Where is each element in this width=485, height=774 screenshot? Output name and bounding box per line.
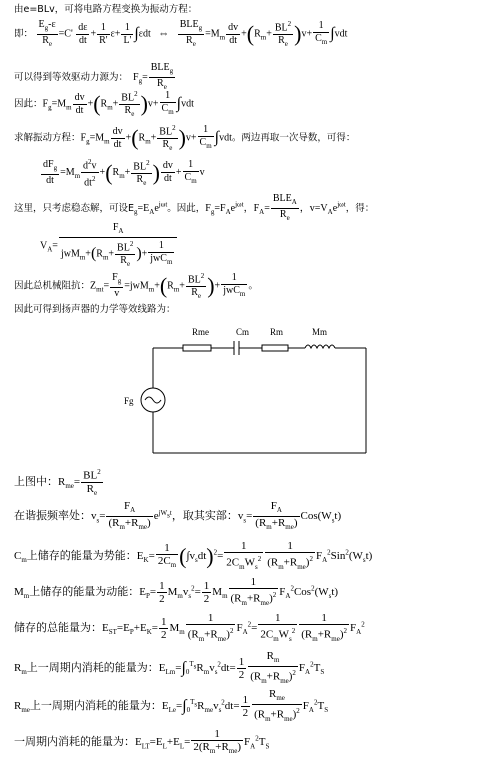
label-cm: Cm [236, 327, 250, 337]
circuit-intro: 因此可得到扬声器的力学等效线路为： [14, 304, 176, 315]
rme-definition: 上图中：$R_{me}=$ $\frac{BL^2}{R_e}$ [14, 468, 101, 497]
energy-loss-total: 一周期内消耗的能量为：$E_{LT}=E_L+E_L=$ $\frac{1}{2(R_m+R_{me})}$ $F_A^2T_S$ [14, 728, 270, 756]
resonance-velocity: 在谐振频率处：$v_s=$ $\frac{F_A}{(R_m+R_{me})}$ $e^{jW_st}$，取其实部：$v_s=$ $\frac{F_A}{(R_m+R_{me})}$ $Cos(W_st)$ [14, 500, 342, 532]
kinetic-energy: $M_m$上储存的能量为动能：$E_P=$ $\frac{1}{2}$ $M_mv_s^2=$ $\frac{1}{2}$ $M_m$ $\frac{1}{(R_m+R_{me})^2}$ $F_A^2Cos^2(W_st)$ [14, 576, 339, 607]
inductor-mm [305, 345, 335, 348]
label-fg: Fg [124, 396, 134, 406]
label-mm: Mm [312, 327, 328, 337]
label-rme: Rme [192, 327, 209, 337]
intro-text: 由e=BLv，可将电路方程变换为振动方程： [14, 4, 198, 15]
energy-loss-rme: $R_{me}$上一周期内消耗的能量为：$E_{Le}=\int_0^{T_s}R_{me}v_s^2dt=$ $\frac{1}{2}$ $\frac{R_{me}}{(R_m+R_{me})^2}$ $F_A^2T_S$ [14, 688, 329, 724]
steady-state: 这里，只考虑稳态解，可设$E_g=E_Ae^{j\omega t}$。因此，$F_g=F_Ae^{j\omega t}$，$F_A=$ $\frac{BLE_A}{R_e}$ ，$v=V_Ae^{j\omega t}$，得： [14, 193, 375, 222]
solve-equation: 求解振动方程：$F_g=M_m$ $\frac{dv}{dt}$ $+(R_m+$ $\frac{BL^2}{R_e}$ )v+ $\frac{1}{C_m}$ ∫vdt。两边再取一次导数，可得： [14, 124, 356, 153]
resistor-rme [183, 345, 211, 351]
potential-energy: $C_m$上储存的能量为势能：$E_K=$ $\frac{1}{2C_m}$ $(\int v_sdt)^2=$ $\frac{1}{2C_mW_s^2}$ $\frac{1}{(R_m+R_{me})^2}$ $F_A^2Sin^2(W_st)$ [14, 540, 373, 571]
total-energy: 储存的总能量为：$E_{ST}=E_P+E_K=$ $\frac{1}{2}$ $M_m$ $\frac{1}{(R_m+R_{me})^2}$ $F_A^2=$ $\frac{1}{2C_mW_s^2}$ $\frac{1}{(R_m+R_{me})^2}$ $F_A^2$ [14, 612, 365, 643]
derivative-equation: $\frac{dF_g}{dt}$ $=M_m$ $\frac{d^2v}{dt^2}$ $+(R_m+$ $\frac{BL^2}{R_e}$ ) $\frac{dv}{dt}$ + $\frac{1}{C_m}$ v [43, 158, 205, 189]
equation-force: 因此：$F_g=M_m$ $\frac{dv}{dt}$ $+(R_m+$ $\frac{BL^2}{R_e}$ )v+ $\frac{1}{C_m}$ ∫vdt [14, 90, 194, 119]
resistor-rm [262, 345, 288, 351]
velocity-amplitude: $V_A=$ $F_A$ $jwM_m+(R_m+$ $\frac{BL^2}{R_e}$ )+ $\frac{1}{jwC_m}$ [40, 222, 178, 270]
label-rm: Rm [270, 327, 284, 337]
equation-circuit: 即： $\frac{E_g-\varepsilon}{R_e}$ =C' $\frac{d\varepsilon}{dt}$ + $\frac{1}{R'}$ ε+ $\frac{1}{L'}$ ∫εdt ⇔ $\frac{BLE_g}{R_e}$ $=M_m$ $\frac{dv}{dt}$ $+(R_m+$ $\frac{BL^2}{R_e}$ )v+ $\frac{1}{C_m}$ ∫vdt [14, 18, 348, 49]
energy-loss-rm: $R_m$上一周期内消耗的能量为：$E_{Lm}=\int_0^{T_s}R_mv_s^2dt=$ $\frac{1}{2}$ $\frac{R_m}{(R_m+R_{me})^2}$ $F_A^2T_S$ [14, 650, 325, 686]
equivalent-force: 可以得到等效驱动力源为： $F_g=$ $\frac{BLE_g}{R_e}$ [14, 62, 174, 91]
mechanical-impedance: 因此总机械阻抗：$Z_{mt}=$ $\frac{F_g}{v}$ $=jwM_m+(R_m+$ $\frac{BL^2}{R_e}$ )+ $\frac{1}{jwC_m}$ 。 [14, 272, 259, 301]
